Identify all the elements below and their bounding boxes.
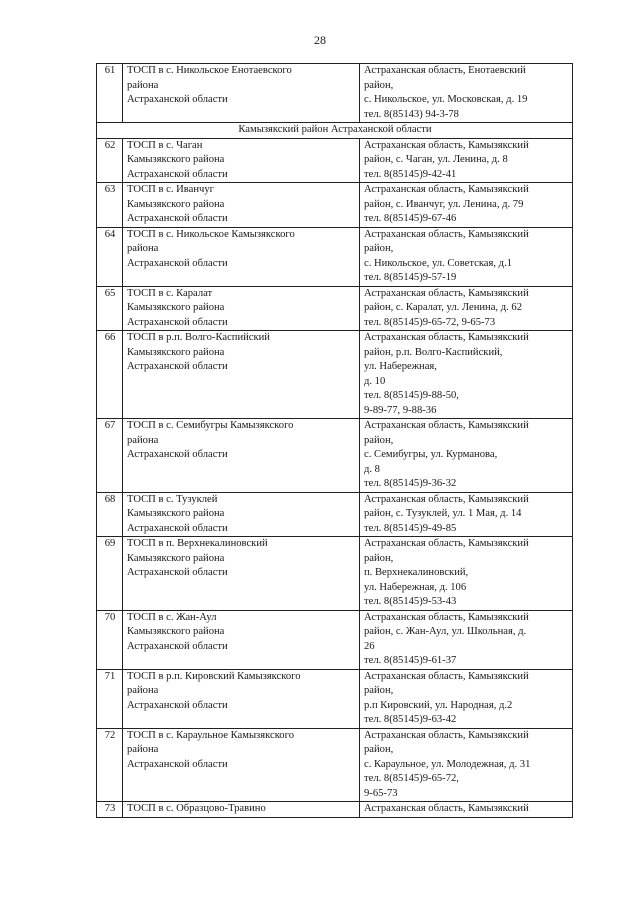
office-address-cell-line: тел. 8(85145)9-63-42 bbox=[364, 714, 457, 725]
office-name-cell-line: Астраханской области bbox=[127, 567, 228, 578]
office-name-cell bbox=[123, 227, 360, 286]
table-row bbox=[97, 492, 573, 537]
office-address-cell-line: Астраханская область, Камызякский bbox=[364, 729, 529, 741]
table-row bbox=[97, 227, 573, 286]
office-name-cell-line: Астраханской области bbox=[127, 168, 228, 180]
office-address-cell-line: тел. 8(85145)9-57-19 bbox=[364, 272, 457, 283]
office-name-cell bbox=[123, 802, 360, 818]
row-number: 62 bbox=[97, 138, 123, 183]
office-name-cell-line: ТОСП в п. Верхнекалиновский bbox=[127, 538, 268, 549]
office-address-cell-line: Астраханская область, Камызякский bbox=[364, 670, 529, 682]
office-address-cell-line: р.п Кировский, ул. Народная, д.2 bbox=[364, 699, 513, 711]
office-address-cell-line: с. Караульное, ул. Молодежная, д. 31 bbox=[364, 758, 531, 770]
office-address-cell-line: ул. Набережная, bbox=[364, 361, 437, 372]
office-address-cell bbox=[360, 610, 573, 669]
office-address-cell-line: Астраханская область, Камызякский bbox=[364, 803, 529, 814]
table-row bbox=[97, 669, 573, 728]
office-address-cell bbox=[360, 286, 573, 331]
office-address-cell bbox=[360, 802, 573, 818]
office-name-cell bbox=[123, 728, 360, 802]
office-name-cell-line: Астраханской области bbox=[127, 361, 228, 372]
office-name-cell bbox=[123, 64, 360, 123]
office-address-cell bbox=[360, 64, 573, 123]
row-number: 71 bbox=[97, 669, 123, 728]
office-name-cell-line: Астраханской области bbox=[127, 449, 228, 460]
office-address-cell-line: тел. 8(85145)9-67-46 bbox=[364, 213, 457, 224]
row-number: 64 bbox=[97, 227, 123, 286]
office-address-cell-line: с. Никольское, ул. Московская, д. 19 bbox=[364, 94, 528, 105]
office-address-cell-line: Астраханская область, Камызякский bbox=[364, 184, 529, 195]
office-name-cell bbox=[123, 138, 360, 183]
office-name-cell-line: ТОСП в с. Каралат bbox=[127, 287, 213, 299]
district-section-title: Камызякский район Астраханской области bbox=[97, 123, 573, 139]
office-address-cell-line: 9-89-77, 9-88-36 bbox=[364, 404, 437, 416]
office-name-cell bbox=[123, 492, 360, 537]
office-address-cell-line: район, с. Тузуклей, ул. 1 Мая, д. 14 bbox=[364, 508, 522, 519]
office-address-cell-line: район, bbox=[364, 744, 394, 755]
office-name-cell-line: ТОСП в с. Никольское Камызякского bbox=[127, 228, 295, 240]
office-address-cell-line: д. 10 bbox=[364, 375, 386, 387]
office-address-cell bbox=[360, 331, 573, 419]
office-address-cell-line: Астраханская область, Енотаевский bbox=[364, 65, 526, 76]
office-address-cell bbox=[360, 492, 573, 537]
office-address-cell-line: тел. 8(85145)9-36-32 bbox=[364, 478, 457, 489]
page-number: 28 bbox=[314, 33, 326, 47]
office-name-cell-line: района bbox=[127, 434, 159, 446]
office-address-cell bbox=[360, 227, 573, 286]
office-name-cell bbox=[123, 331, 360, 419]
office-name-cell-line: ТОСП в с. Никольское Енотаевского bbox=[127, 65, 292, 76]
office-name-cell bbox=[123, 419, 360, 493]
office-address-cell bbox=[360, 669, 573, 728]
table-row bbox=[97, 419, 573, 493]
office-address-cell-line: район, с. Иванчуг, ул. Ленина, д. 79 bbox=[364, 198, 524, 210]
row-number: 68 bbox=[97, 492, 123, 537]
office-address-cell-line: д. 8 bbox=[364, 463, 380, 475]
office-address-cell bbox=[360, 419, 573, 493]
office-name-cell bbox=[123, 183, 360, 228]
office-address-cell-line: тел. 8(85145)9-65-72, bbox=[364, 773, 459, 784]
office-name-cell-line: ТОСП в с. Тузуклей bbox=[127, 493, 218, 505]
office-address-cell-line: Астраханская область, Камызякский bbox=[364, 611, 529, 623]
office-name-cell-line: Астраханской области bbox=[127, 758, 228, 770]
office-address-cell-line: район, bbox=[364, 243, 394, 254]
office-name-cell-line: района bbox=[127, 744, 159, 755]
office-name-cell-line: Камызякского района bbox=[127, 302, 225, 313]
office-address-cell-line: Астраханская область, Камызякский bbox=[364, 420, 529, 431]
office-name-cell-line: Астраханской области bbox=[127, 640, 228, 652]
office-address-cell-line: район, с. Каралат, ул. Ленина, д. 62 bbox=[364, 302, 523, 313]
office-name-cell-line: района bbox=[127, 243, 159, 254]
row-number: 69 bbox=[97, 537, 123, 611]
table-row bbox=[97, 728, 573, 802]
office-address-cell-line: 9-65-73 bbox=[364, 787, 398, 799]
office-name-cell-line: Астраханской области bbox=[127, 316, 228, 328]
office-address-cell-line: тел. 8(85145)9-42-41 bbox=[364, 168, 457, 180]
table-row bbox=[97, 802, 573, 818]
office-address-table bbox=[96, 63, 573, 818]
office-address-cell-line: с. Семибугры, ул. Курманова, bbox=[364, 449, 498, 460]
table-row bbox=[97, 138, 573, 183]
table-row bbox=[97, 286, 573, 331]
office-name-cell-line: ТОСП в с. Караульное Камызякского bbox=[127, 729, 294, 741]
office-address-cell-line: район, с. Чаган, ул. Ленина, д. 8 bbox=[364, 154, 508, 165]
office-name-cell bbox=[123, 537, 360, 611]
office-address-cell-line: п. Верхнекалиновский, bbox=[364, 567, 469, 578]
office-address-cell-line: район, bbox=[364, 685, 394, 696]
office-name-cell-line: Астраханской области bbox=[127, 699, 228, 711]
table-row bbox=[97, 183, 573, 228]
office-address-cell-line: с. Никольское, ул. Советская, д.1 bbox=[364, 257, 513, 269]
office-address-cell bbox=[360, 183, 573, 228]
office-name-cell-line: Камызякского района bbox=[127, 508, 225, 519]
office-address-cell-line: Астраханская область, Камызякский bbox=[364, 228, 529, 240]
row-number: 67 bbox=[97, 419, 123, 493]
office-address-cell-line: ул. Набережная, д. 106 bbox=[364, 581, 467, 593]
office-address-cell-line: Астраханская область, Камызякский bbox=[364, 287, 529, 299]
table-row bbox=[97, 537, 573, 611]
office-name-cell bbox=[123, 286, 360, 331]
office-name-cell-line: ТОСП в р.п. Волго-Каспийский bbox=[127, 332, 270, 343]
office-name-cell-line: Камызякского района bbox=[127, 154, 225, 165]
office-address-cell bbox=[360, 537, 573, 611]
row-number: 65 bbox=[97, 286, 123, 331]
office-name-cell-line: Камызякского района bbox=[127, 626, 225, 637]
row-number: 72 bbox=[97, 728, 123, 802]
office-address-cell bbox=[360, 138, 573, 183]
office-name-cell-line: района bbox=[127, 79, 159, 91]
office-address-cell-line: тел. 8(85145)9-65-72, 9-65-73 bbox=[364, 316, 496, 328]
office-name-cell-line: ТОСП в с. Иванчуг bbox=[127, 184, 214, 195]
table-row bbox=[97, 610, 573, 669]
office-name-cell-line: ТОСП в р.п. Кировский Камызякского bbox=[127, 670, 301, 682]
office-address-cell-line: Астраханская область, Камызякский bbox=[364, 493, 529, 505]
row-number: 70 bbox=[97, 610, 123, 669]
office-name-cell-line: района bbox=[127, 685, 159, 696]
office-address-cell-line: Астраханская область, Камызякский bbox=[364, 538, 529, 549]
office-address-cell-line: тел. 8(85145)9-49-85 bbox=[364, 522, 457, 534]
office-address-cell-line: Астраханская область, Камызякский bbox=[364, 332, 529, 343]
office-name-cell-line: ТОСП в с. Семибугры Камызякского bbox=[127, 420, 294, 431]
office-name-cell-line: ТОСП в с. Жан-Аул bbox=[127, 611, 217, 623]
office-name-cell-line: Камызякского района bbox=[127, 552, 225, 564]
office-address-cell-line: район, bbox=[364, 434, 394, 446]
office-address-cell-line: тел. 8(85143) 94-3-78 bbox=[364, 108, 459, 120]
office-address-cell-line: тел. 8(85145)9-53-43 bbox=[364, 596, 457, 607]
office-address-cell-line: тел. 8(85145)9-88-50, bbox=[364, 390, 459, 401]
office-address-cell-line: район, р.п. Волго-Каспийский, bbox=[364, 346, 503, 358]
office-name-cell-line: ТОСП в с. Чаган bbox=[127, 139, 203, 151]
office-address-cell-line: район, bbox=[364, 79, 394, 91]
office-name-cell-line: Камызякского района bbox=[127, 198, 225, 210]
row-number: 73 bbox=[97, 802, 123, 818]
office-address-cell bbox=[360, 728, 573, 802]
office-name-cell-line: Камызякского района bbox=[127, 346, 225, 358]
row-number: 61 bbox=[97, 64, 123, 123]
office-name-cell-line: Астраханской области bbox=[127, 213, 228, 224]
office-address-cell-line: район, с. Жан-Аул, ул. Школьная, д. bbox=[364, 626, 527, 637]
office-name-cell-line: Астраханской области bbox=[127, 94, 228, 105]
office-name-cell-line: ТОСП в с. Образцово-Травино bbox=[127, 803, 266, 814]
office-address-cell-line: 26 bbox=[364, 640, 375, 652]
office-address-cell-line: район, bbox=[364, 552, 394, 564]
district-section-row bbox=[97, 123, 573, 139]
office-name-cell bbox=[123, 610, 360, 669]
row-number: 66 bbox=[97, 331, 123, 419]
table-row bbox=[97, 64, 573, 123]
office-address-cell-line: тел. 8(85145)9-61-37 bbox=[364, 655, 457, 666]
office-name-cell bbox=[123, 669, 360, 728]
office-name-cell-line: Астраханской области bbox=[127, 257, 228, 269]
row-number: 63 bbox=[97, 183, 123, 228]
office-name-cell-line: Астраханской области bbox=[127, 522, 228, 534]
table-row bbox=[97, 331, 573, 419]
office-address-cell-line: Астраханская область, Камызякский bbox=[364, 139, 529, 151]
